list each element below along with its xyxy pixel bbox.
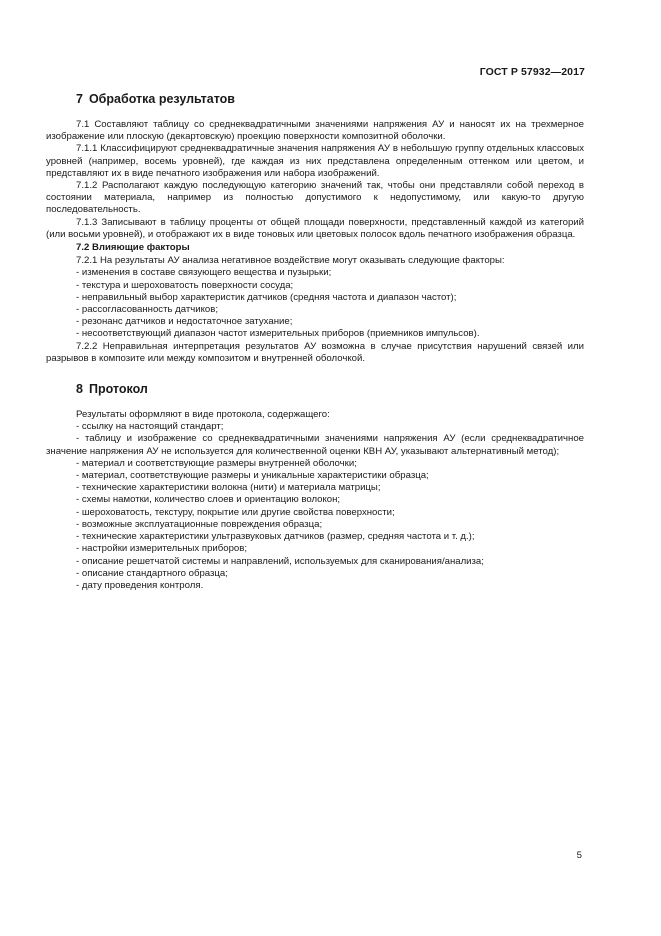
paragraph-7-2-1: 7.2.1 На результаты АУ анализа негативное воздействие могут оказывать следующие факторы:: [76, 255, 505, 267]
standard-code: ГОСТ Р 57932—2017: [479, 66, 585, 78]
protocol-item: - таблицу и изображение со среднеквадратичными значениями напряжения АУ (если среднеквадратичное значение напряжения АУ не используется для количественной оценки КВН АУ, указывают альтернативный метод);: [46, 433, 584, 457]
section-7-number: 7: [76, 92, 83, 106]
paragraph-7-1-3: 7.1.3 Записывают в таблицу проценты от общей площади поверхности, представленный каждой из категорий (или восьми уровней), и отображают их в виде тоновых или цветовых полосок вдоль печатного изображения образца.: [46, 216, 584, 240]
protocol-item: - схемы намотки, количество слоев и ориентацию волокон;: [76, 494, 341, 506]
page-content: [46, 91, 584, 592]
section-8-number: 8: [76, 382, 83, 397]
protocol-item: - возможные эксплуатационные повреждения образца;: [76, 518, 323, 530]
factor-item: - резонанс датчиков и недостаточное затухание;: [76, 316, 293, 328]
page-number: 5: [576, 850, 582, 861]
protocol-item: - материал и соответствующие размеры внутренней оболочки;: [76, 457, 357, 469]
protocol-item: - технические характеристики ультразвуковых датчиков (размер, средняя частота и т. д.);: [76, 531, 475, 543]
paragraph-7-1-1: 7.1.1 Классифицируют среднеквадратичные значения напряжения АУ в небольшую группу отдельных классовых уровней (например, восемь уровней), где каждая из них представлена определенным оттенком или цветом, и представляют их в виде печатного изображения или набора изображений.: [46, 143, 584, 179]
section-7-title: Обработка результатов: [88, 92, 235, 106]
section-7-heading: [76, 91, 584, 107]
protocol-item: - описание решетчатой системы и направлений, используемых для сканирования/анализа;: [76, 555, 484, 567]
protocol-item: - настройки измерительных приборов;: [76, 543, 248, 555]
factor-item: - рассогласованность датчиков;: [76, 304, 219, 316]
factor-item: - изменения в составе связующего вещества и пузырьки;: [76, 267, 332, 279]
factor-item: - несоответствующий диапазон частот измерительных приборов (приемников импульсов).: [76, 328, 480, 340]
protocol-item: - дату проведения контроля.: [76, 579, 204, 591]
protocol-lead: Результаты оформляют в виде протокола, содержащего:: [76, 409, 330, 421]
protocol-item: - технические характеристики волокна (нити) и материала матрицы;: [76, 482, 381, 494]
section-8-heading: [76, 381, 584, 397]
factor-item: - неправильный выбор характеристик датчиков (средняя частота и диапазон частот);: [76, 291, 457, 303]
paragraph-7-1-2: 7.1.2 Располагают каждую последующую категорию значений так, чтобы они представляли собой переход в состоянии материала, например из полностью допустимого к недопустимому, или какую-то другую последовательность.: [46, 180, 584, 216]
protocol-item: - ссылку на настоящий стандарт;: [76, 421, 224, 433]
factor-item: - текстура и шероховатость поверхности сосуда;: [76, 279, 294, 291]
paragraph-7-2-2: 7.2.2 Неправильная интерпретация результатов АУ возможна в случае присутствия нарушений связей или разрывов в композите или между композитом и внутренней оболочкой.: [46, 340, 584, 364]
protocol-item: - шероховатость, текстуру, покрытие или другие свойства поверхности;: [76, 506, 395, 518]
subsection-7-2-heading: 7.2 Влияющие факторы: [76, 242, 190, 254]
paragraph-7-1: 7.1 Составляют таблицу со среднеквадратичными значениями напряжения АУ и наносят их на трехмерное изображение или плоскую (декартовскую) проекцию поверхности композитной оболочки.: [46, 119, 584, 143]
protocol-item: - материал, соответствующие размеры и уникальные характеристики образца;: [76, 470, 429, 482]
section-8-title: Протокол: [88, 382, 148, 397]
protocol-item: - описание стандартного образца;: [76, 567, 228, 579]
